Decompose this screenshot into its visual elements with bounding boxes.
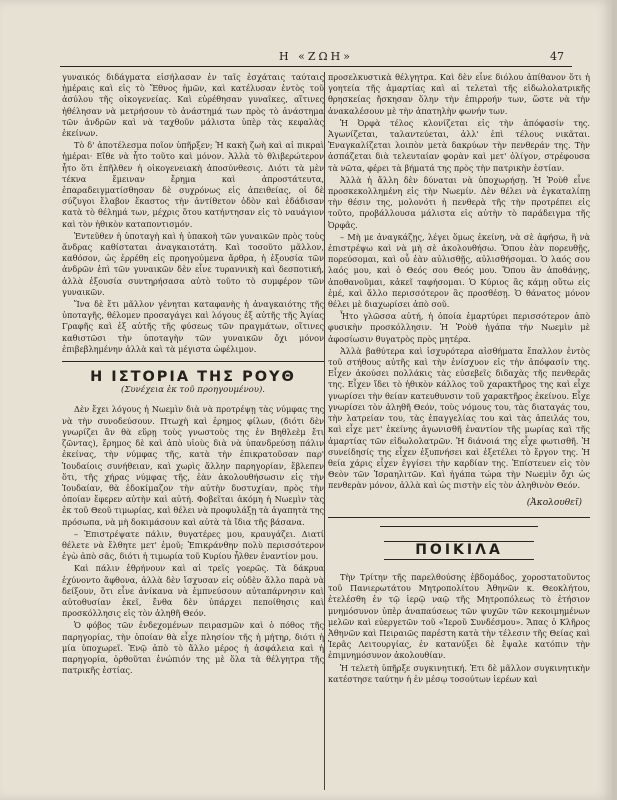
running-header: [60, 50, 572, 66]
article-separator: [62, 361, 324, 362]
right-column: [328, 72, 590, 792]
article-end-rule-short: [380, 526, 537, 527]
paragraph: Ὁ φόβος τῶν ἐνδεχομένων πειρασμῶν καὶ ὁ πόθος τῆς παρηγορίας, τὴν ὁποίαν θὰ εἶχε πλησίον τῆς ἡ μήτηρ, διότι ἡ μία ὑποχωρεῖ. Ἐνῷ ἀπὸ τὸ ἄλλο μέρος ἡ ἀσφάλεια καὶ ἡ παρηγορία, ὀρθοῦται ἐνώπιόν της μὲ ὅλα τὰ θέλγητρα τῆς πατρικῆς ἑστίας.: [62, 620, 324, 676]
header-rule: [60, 66, 572, 67]
section-title: ΠΟΙΚΙΛΑ: [384, 541, 534, 560]
paragraph: Ἐντεῦθεν ἡ ὑποταγὴ καὶ ἡ ὑπακοὴ τῶν γυναικῶν πρὸς τοὺς ἄνδρας καθίσταται ἀναγκαιοτάτη. Καὶ τοσοῦτο μᾶλλον, καθόσον, ὡς ἐρρέθη εἰς προηγούμενα ἄρθρα, ἡ ἐξουσία τῶν ἀνδρῶν ἐπὶ τῶν γυναικῶν δὲν εἶνε τυραννικὴ καὶ δεσποτική, ἀλλὰ ἐξουσία συντηρήσασα αὐτὸ τοῦτο τὸ συμφέρον τῶν γυναικῶν.: [62, 230, 324, 297]
column-divider: [324, 72, 325, 790]
paragraph: Ἵνα δὲ ἔτι μᾶλλον γένηται καταφανὴς ἡ ἀναγκαιότης τῆς ὑποταγῆς, θέλομεν προσαγάγει καὶ λόγους ἐξ αὐτῆς τῆς Ἁγίας Γραφῆς καὶ ἐξ αὐτῆς τῆς φύσεως τῶν πραγμάτων, οἵτινες καθιστῶσι τὴν ὑποταγὴν τῶν γυναικῶν ὄχι μόνον ἐπιβεβλημένην ἀλλὰ καὶ τὰ μέγιστα ὠφέλιμον.: [62, 299, 324, 354]
paragraph: – Ἐπιστρέψατε πάλιν, θυγατέρες μου, κραυγάζει. Διατί θέλετε νὰ ἔλθητε μετ' ἐμοῦ; Ἐπικράνθην πολὺ περισσότερον ἐγὼ ἀπὸ σᾶς, διότι ἡ τιμωρία τοῦ Κυρίου ἦλθεν ἐναντίον μου.: [62, 528, 324, 562]
paragraph: Ἀλλὰ βαθύτερα καὶ ἰσχυρότερα αἰσθήματα ἔπαλλον ἐντὸς τοῦ στήθους αὐτῆς καὶ τὴν ἐνίσχυον εἰς τὴν ἀπόφασίν της. Εἶχεν ἀκούσει πολλάκις τὰς εὐσεβεῖς διδαχὰς τῆς πενθερᾶς της. Εἶχεν ἴδει τὸ ἠθικὸν κάλλος τοῦ χαρακτῆρος της καὶ εἶχε γνωρίσει τὴν θείαν κατευθυνσιν τοῦ χαρακτῆρος ἐκείνου. Εἶχε γνωρίσει τὸν ἀληθῆ Θεόν, τοὺς νόμους του, τὰς διαταγάς του, τὴν λατρείαν του, τὰς ἐπαγγελίας του καὶ τὰς ἀπειλάς του, καὶ εἶχε μετ' ἐκείνης ἀγωνισθῆ ἐναντίον τῆς μωρίας καὶ τῆς ἁμαρτίας τῶν εἰδωλολατρῶν. Ἡ διάνοιά της εἶχε φωτισθῆ. Ἡ συνείδησίς της εἶχεν ἐξυπνήσει καὶ ἐξετέλει τὸ ἔργον της. Ἡ θεία χάρις εἶχεν ἐγγίσει τὴν καρδίαν της. Ἐπίστευεν εἰς τὸν Θεὸν τῶν Ἰσραηλιτῶν. Καὶ ἠγάπα τώρα τὴν Νωεμὶν ὄχι ὡς πενθερὰν μόνον, ἀλλὰ καὶ ὡς πιστὴν εἰς τὸν ἀληθινὸν Θεόν.: [328, 345, 590, 491]
paragraph: Δὲν ἔχει λόγους ἡ Νωεμὶν διὰ νὰ προτρέψῃ τὰς νύμφας της νὰ τὴν συνοδεύσουν. Πτωχὴ καὶ ἐρημος φίλων, (διότι δὲν γνωρίζει ἂν θὰ εὕρῃ τοὺς γνωστοὺς της ἐν Βηθλεὲμ ἔτι ζῶντας), ἔρημος δὲ καὶ ἀπὸ υἱοὺς διὰ νὰ ὑπανδρεύσῃ πάλιν ἐκείνας, τὴν νύμφας τῆς, κατὰ τὴν ἐπικρατοῦσαν παρ' Ἰουδαίοις συνήθειαν, καὶ χωρὶς ἄλλην παρηγορίαν, ἔβλεπεν ὅτι, τῆς χήρας νύμφας τῆς, ἐὰν ἀκολουθήσωσιν εἰς τὴν Ἰουδαίαν, θὰ ἐδοκίμαζον τὴν αὐτὴν δυστυχίαν, πρὸς τὴν ὁποίαν ἔφερεν αὐτὴν καὶ αὐτή. Φοβεῖται ἀκόμη ἡ Νωεμὶν τὰς ἐκ τοῦ Θεοῦ τιμωρίας, καὶ θέλει νὰ προφυλάξῃ τὰ ἀγαπητὰ της πρόσωπα, νὰ μὴ δοκιμάσουν καὶ αὐτὰ τὰ ἴδια τῆς βάσανα.: [62, 404, 324, 527]
article-end-rule: [328, 517, 590, 518]
continued-label: (Ἀκολουθεῖ): [526, 497, 582, 508]
paragraph: Ἡ Ὀρφὰ τέλος κλονίζεται εἰς τὴν ἀπόφασίν της. Ἀγωνίζεται, ταλαντεύεται, ἀλλ' ἐπὶ τέλους νικᾶται. Ἐναγκαλίζεται λοιπὸν μετὰ δακρύων τὴν πενθεράν της. Τὴν ἀσπάζεται διὰ τελευταίαν φορὰν καὶ μετ' ὀλίγον, στρέφουσα τὰ νῶτα, φέρει τὰ βήματά της πρὸς τὴν πατρικὴν ἑστίαν.: [328, 117, 590, 173]
paragraph: Ἦτο γλῶσσα αὐτή, ἡ ὁποία ἐμαρτύρει περισσότερον ἀπὸ φυσικὴν προσκόλλησιν. Ἡ Ῥοὺθ ἠγάπα τὴν Νωεμὶν μὲ ἀφοσίωσιν θυγατρὸς πρὸς μητέρα.: [328, 311, 590, 344]
paragraph: Τὸ δ' ἀποτέλεσμα ποῖον ὑπῆρξεν; Ἡ κακὴ ζωὴ καὶ αἱ πικραὶ ἡμέραι· Εἴθε νὰ ἦτο τοῦτο καὶ μόνον. Ἀλλὰ τὸ θλιβερώτερον ἦτο ὅτι ἐπῆλθεν ἡ οἰκογενειακὴ ἀποσύνθεσις. Διότι τὰ μὲν τέκνα ἔμειναν ἔρημα καὶ ἀπροστάτευτα, ἐπαραδειγματίσθησαν δὲ συχρόνως εἰς ἀπειθείας, οἱ δὲ σύζυγοι ἔλαβον ἕκαστος τὴν ἀντίθετον ὁδὸν καὶ ἐδάδισαν κατὰ τὸ θέλημά των, μέχρις ὅτου κατήντησαν εἰς τὸ ναυάγιον καὶ τὸν ἠθικὸν καταποντισμόν.: [62, 140, 324, 229]
paragraph: – Μὴ με ἀναγκάζῃς, λέγει ὅμως ἐκείνη, νὰ σὲ ἀφήσω, ἢ νὰ ἐπιστρέψω καὶ νὰ μὴ σὲ ἀκολουθήσω. Ὅπου ἐὰν πορευθῇς, πορεύσομαι, καὶ οὗ ἐὰν αὐλισθῇς, αὐλισθήσομαι. Ὁ λαός σου λαός μου, καὶ ὁ Θεός σου Θεός μου. Ὅπου ἂν ἀποθάνῃς, ἀποθανοῦμαι, κἀκεῖ ταφήσομαι. Ὁ Κύριος ἂς κάμῃ οὕτω εἰς ἐμέ, καὶ ἄλλο περισσότερον ἂς προσθέσῃ. Ὁ θάνατος μόνον θέλει μὲ διαχωρίσει ἀπὸ σοῦ.: [328, 231, 590, 310]
paragraph: Τὴν Τρίτην τῆς παρελθούσης ἑβδομάδος, χοροστατοῦντος τοῦ Πανιερωτάτου Μητροπολίτου Ἀθηνῶν κ. Θεοκλήτου, ἐτελέσθη ἐν τῷ ἱερῷ ναῷ τῆς Μητροπόλεως τὸ ἐτήσιον μνημόσυνον ὑπὲρ ἀναπαύσεως τῶν ψυχῶν τῶν κεκοιμημένων μελῶν καὶ εὐεργετῶν τοῦ «Ἱεροῦ Συνδέσμου». Ἅπας ὁ Κλῆρος Ἀθηνῶν καὶ Πειραιῶς παρέστη κατὰ τὴν τέλεσιν τῆς Θείας καὶ Ἱερᾶς Λειτουργίας, ἐν κατανύξει δὲ ἔψαλε κατόπιν τὴν ἐπιμνημόσυνον ἀκολουθίαν.: [328, 571, 590, 661]
page-number: 47: [550, 50, 564, 63]
paragraph: Ἡ τελετὴ ὑπῆρξε συγκινητική. Ἐτι δὲ μᾶλλον συγκινητικὴν κατέστησε ταύτην ἡ ἐν μέσῳ τοσούτων ἱερέων καὶ: [328, 662, 590, 684]
paragraph: Καὶ πάλιν ἐθρήνουν καὶ αἱ τρεῖς γοερῶς. Τὰ δάκρυα ἐχύνοντο ἄφθονα, ἀλλὰ δὲν ἴσχυσαν εἰς οὐδὲν ἄλλο παρὰ νὰ δείξουν, ὅτι εἶνε ἀνίκανα νὰ ἐμπνεύσουν αὐταπάρνησιν καὶ αὐτοθυσίαν ἐκεῖ, ἔνθα δὲν ὑπάρχει πεποίθησις καὶ προσκόλλησις εἰς τὸν ἀληθῆ Θεόν.: [62, 563, 324, 619]
journal-title: Η «ΖΩΗ»: [279, 50, 353, 63]
paragraph: Ἀλλὰ ἡ ἄλλη δὲν δύναται νὰ ὑποχωρήσῃ. Ἡ Ῥοὺθ εἶνε προσκεκολλημένη εἰς τὴν Νωεμίν. Δὲν θέλει νὰ ἐγκαταλίπῃ τὴν θέσιν της, μολονότι ἡ πενθερὰ τῆς τὴν προτρέπει εἰς τοῦτο, προβάλλουσα μάλιστα εἰς αὐτὴν τὸ παράδειγμα τῆς Ὀρφᾶς.: [328, 174, 590, 230]
paragraph: προσελκυστικὰ θέλγητρα. Καὶ δὲν εἶνε διόλου ἀπίθανον ὅτι ἡ γοητεία τῆς ἁμαρτίας καὶ αἱ τελεταὶ τῆς εἰδωλολατρικῆς θρησκείας ἤσκησαν ὅλην τὴν ἐπιρροήν των, ὥστε νὰ τὴν ἀνακαλέσουν μὲ τὴν ἀπατηλὴν φωνήν των.: [328, 72, 590, 116]
paragraph: γυναικός διδάγματα εἰσήλασαν ἐν ταῖς ἐσχάταις ταύταις ἡμέραις καὶ εἰς τὸ Ἔθνος ἡμῶν, καὶ κατέλυσαν ἐντὸς τοῦ ἀσύλου τῆς οἰκογενείας. Καὶ εὑρέθησαν γυναῖκες, αἵτινες ἠθέλησαν νὰ μετρήσουν τὸ ἀνάστημά των πρὸς τὸ ἀνάστημα τῶν ἀνδρῶν καὶ νὰ ταχθοῦν μάλιστα ὑπὲρ τὰς κεφαλὰς ἐκείνων.: [62, 72, 324, 139]
left-column: [62, 72, 324, 792]
article-title: Η ΙΣΤΟΡΙΑ ΤΗΣ ΡΟΥΘ: [90, 369, 296, 386]
article-subtitle: (Συνέχεια ἐκ τοῦ προηγουμένου).: [121, 385, 265, 396]
